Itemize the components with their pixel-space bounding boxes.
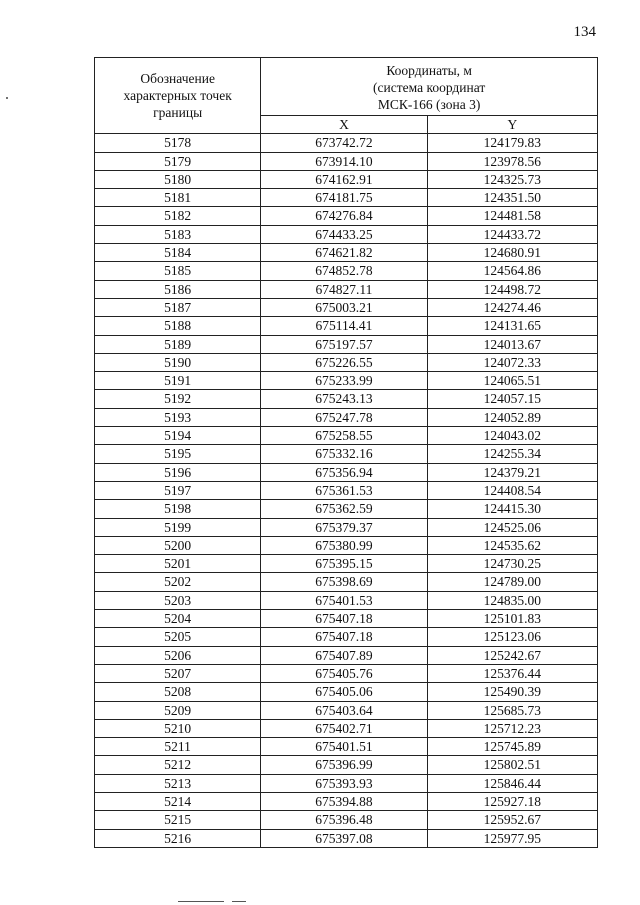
point-cell: 5195 (95, 445, 261, 463)
table-row (95, 664, 598, 682)
table-row (95, 756, 598, 774)
x-cell: 675407.18 (261, 610, 427, 628)
table-row (95, 372, 598, 390)
table-row (95, 445, 598, 463)
header-coords-line3: МСК-166 (зона 3) (377, 97, 481, 112)
y-cell: 124433.72 (427, 225, 597, 243)
footer-line-left (178, 901, 224, 902)
point-cell: 5192 (95, 390, 261, 408)
y-cell: 125490.39 (427, 683, 597, 701)
point-cell: 5182 (95, 207, 261, 225)
table-row (95, 536, 598, 554)
y-cell: 124481.58 (427, 207, 597, 225)
footer-line-right (232, 901, 246, 902)
y-cell: 124379.21 (427, 463, 597, 481)
y-cell: 124057.15 (427, 390, 597, 408)
point-cell: 5191 (95, 372, 261, 390)
table-row (95, 463, 598, 481)
point-cell: 5213 (95, 774, 261, 792)
point-cell: 5193 (95, 408, 261, 426)
x-cell: 675197.57 (261, 335, 427, 353)
table-row (95, 262, 598, 280)
point-cell: 5185 (95, 262, 261, 280)
header-point-label (95, 58, 261, 134)
table-row (95, 792, 598, 810)
point-cell: 5200 (95, 536, 261, 554)
point-cell: 5203 (95, 591, 261, 609)
x-cell: 675395.15 (261, 555, 427, 573)
y-cell: 124274.46 (427, 298, 597, 316)
y-cell: 124535.62 (427, 536, 597, 554)
x-cell: 675226.55 (261, 353, 427, 371)
point-cell: 5211 (95, 738, 261, 756)
y-cell: 124415.30 (427, 500, 597, 518)
y-cell: 124043.02 (427, 427, 597, 445)
header-point-text: Обозначение характерных точек границы (123, 71, 232, 121)
table-row (95, 646, 598, 664)
x-cell: 675401.53 (261, 591, 427, 609)
header-coords-line1: Координаты, м (386, 63, 472, 78)
stray-mark (6, 97, 8, 99)
y-cell: 124131.65 (427, 317, 597, 335)
point-cell: 5178 (95, 134, 261, 152)
y-cell: 124255.34 (427, 445, 597, 463)
point-cell: 5210 (95, 719, 261, 737)
table-row (95, 573, 598, 591)
table-row (95, 555, 598, 573)
x-cell: 675403.64 (261, 701, 427, 719)
x-cell: 673742.72 (261, 134, 427, 152)
table-row (95, 335, 598, 353)
table-row (95, 610, 598, 628)
table-row (95, 591, 598, 609)
x-cell: 674621.82 (261, 244, 427, 262)
point-cell: 5184 (95, 244, 261, 262)
table-row (95, 152, 598, 170)
table-row (95, 225, 598, 243)
y-cell: 124730.25 (427, 555, 597, 573)
point-cell: 5205 (95, 628, 261, 646)
table-row (95, 738, 598, 756)
point-cell: 5186 (95, 280, 261, 298)
point-cell: 5204 (95, 610, 261, 628)
table-row (95, 811, 598, 829)
point-cell: 5208 (95, 683, 261, 701)
x-cell: 675380.99 (261, 536, 427, 554)
table-row (95, 207, 598, 225)
y-cell: 124525.06 (427, 518, 597, 536)
table-row (95, 481, 598, 499)
table-row (95, 280, 598, 298)
table-row (95, 244, 598, 262)
y-cell: 125242.67 (427, 646, 597, 664)
point-cell: 5216 (95, 829, 261, 847)
x-cell: 675402.71 (261, 719, 427, 737)
point-cell: 5197 (95, 481, 261, 499)
y-cell: 124052.89 (427, 408, 597, 426)
y-cell: 124013.67 (427, 335, 597, 353)
x-cell: 675247.78 (261, 408, 427, 426)
point-cell: 5190 (95, 353, 261, 371)
x-cell: 674433.25 (261, 225, 427, 243)
y-cell: 124408.54 (427, 481, 597, 499)
table-row (95, 317, 598, 335)
x-cell: 675407.89 (261, 646, 427, 664)
y-cell: 125712.23 (427, 719, 597, 737)
page-number: 134 (573, 24, 596, 40)
point-cell: 5188 (95, 317, 261, 335)
x-cell: 675233.99 (261, 372, 427, 390)
x-cell: 675362.59 (261, 500, 427, 518)
x-cell: 675332.16 (261, 445, 427, 463)
point-cell: 5212 (95, 756, 261, 774)
y-cell: 125927.18 (427, 792, 597, 810)
y-cell: 124498.72 (427, 280, 597, 298)
y-cell: 125376.44 (427, 664, 597, 682)
x-cell: 673914.10 (261, 152, 427, 170)
point-cell: 5207 (95, 664, 261, 682)
table-row (95, 719, 598, 737)
y-cell: 125745.89 (427, 738, 597, 756)
x-cell: 675396.48 (261, 811, 427, 829)
table-row (95, 683, 598, 701)
x-cell: 675114.41 (261, 317, 427, 335)
x-cell: 675398.69 (261, 573, 427, 591)
table-body (95, 134, 598, 848)
table-row (95, 500, 598, 518)
point-cell: 5180 (95, 170, 261, 188)
y-cell: 124680.91 (427, 244, 597, 262)
y-cell: 125802.51 (427, 756, 597, 774)
y-cell: 125952.67 (427, 811, 597, 829)
point-cell: 5198 (95, 500, 261, 518)
table-row (95, 427, 598, 445)
x-cell: 674276.84 (261, 207, 427, 225)
point-cell: 5199 (95, 518, 261, 536)
header-y: Y (427, 116, 597, 134)
y-cell: 124325.73 (427, 170, 597, 188)
x-cell: 675407.18 (261, 628, 427, 646)
table-row (95, 701, 598, 719)
y-cell: 125846.44 (427, 774, 597, 792)
x-cell: 674162.91 (261, 170, 427, 188)
x-cell: 675401.51 (261, 738, 427, 756)
y-cell: 124072.33 (427, 353, 597, 371)
x-cell: 675356.94 (261, 463, 427, 481)
table-row (95, 390, 598, 408)
x-cell: 674852.78 (261, 262, 427, 280)
y-cell: 124179.83 (427, 134, 597, 152)
x-cell: 675003.21 (261, 298, 427, 316)
table-row (95, 518, 598, 536)
point-cell: 5181 (95, 189, 261, 207)
table-row (95, 134, 598, 152)
y-cell: 125123.06 (427, 628, 597, 646)
y-cell: 124835.00 (427, 591, 597, 609)
table-row (95, 298, 598, 316)
x-cell: 675243.13 (261, 390, 427, 408)
x-cell: 675397.08 (261, 829, 427, 847)
header-x: X (261, 116, 427, 134)
x-cell: 675394.88 (261, 792, 427, 810)
point-cell: 5215 (95, 811, 261, 829)
point-cell: 5196 (95, 463, 261, 481)
y-cell: 125977.95 (427, 829, 597, 847)
x-cell: 675405.76 (261, 664, 427, 682)
table-row (95, 189, 598, 207)
y-cell: 124065.51 (427, 372, 597, 390)
header-coords-line2: (система координат (373, 80, 486, 95)
point-cell: 5206 (95, 646, 261, 664)
y-cell: 124564.86 (427, 262, 597, 280)
point-cell: 5214 (95, 792, 261, 810)
x-cell: 675405.06 (261, 683, 427, 701)
point-cell: 5194 (95, 427, 261, 445)
y-cell: 124351.50 (427, 189, 597, 207)
point-cell: 5209 (95, 701, 261, 719)
point-cell: 5179 (95, 152, 261, 170)
x-cell: 675258.55 (261, 427, 427, 445)
x-cell: 675393.93 (261, 774, 427, 792)
y-cell: 125101.83 (427, 610, 597, 628)
y-cell: 123978.56 (427, 152, 597, 170)
x-cell: 675396.99 (261, 756, 427, 774)
point-cell: 5202 (95, 573, 261, 591)
table-row (95, 774, 598, 792)
coordinates-table (94, 57, 598, 848)
table-row (95, 628, 598, 646)
table-row (95, 829, 598, 847)
header-coordinates (261, 58, 598, 116)
x-cell: 674181.75 (261, 189, 427, 207)
x-cell: 675379.37 (261, 518, 427, 536)
table-row (95, 353, 598, 371)
point-cell: 5201 (95, 555, 261, 573)
point-cell: 5183 (95, 225, 261, 243)
table-row (95, 170, 598, 188)
y-cell: 124789.00 (427, 573, 597, 591)
y-cell: 125685.73 (427, 701, 597, 719)
point-cell: 5189 (95, 335, 261, 353)
point-cell: 5187 (95, 298, 261, 316)
x-cell: 674827.11 (261, 280, 427, 298)
x-cell: 675361.53 (261, 481, 427, 499)
table-row (95, 408, 598, 426)
